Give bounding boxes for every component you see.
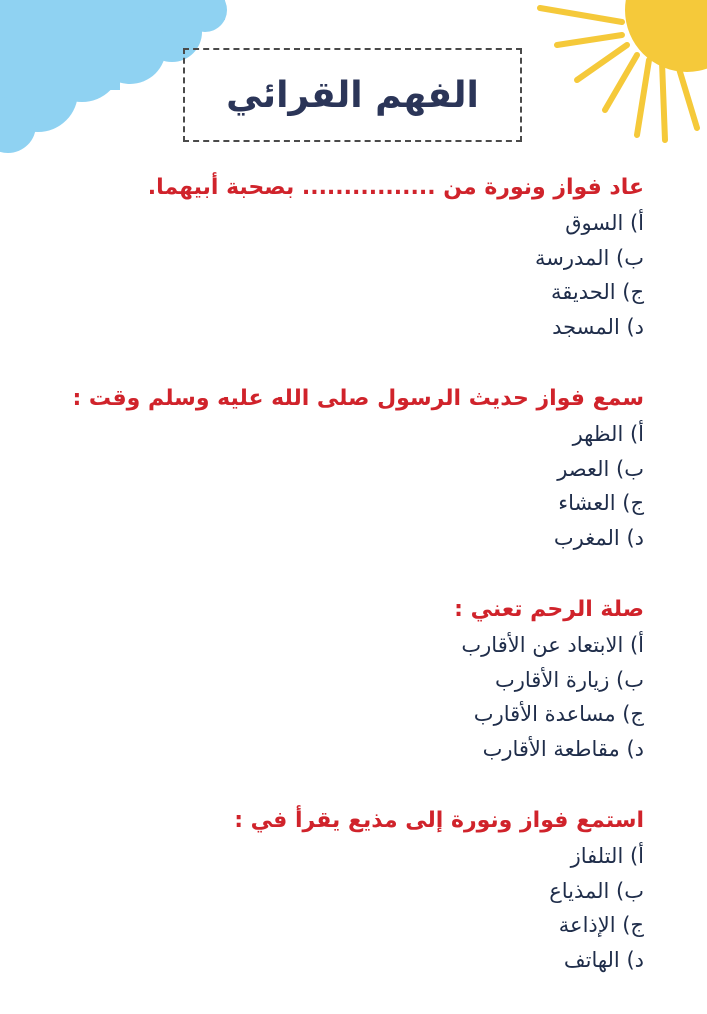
option-c: ج) الإذاعة	[558, 913, 644, 937]
question-text: سمع فواز حديث الرسول صلى الله عليه وسلم وقت :	[72, 386, 644, 411]
sun-decoration	[537, 0, 707, 150]
option-b: ب) العصر	[557, 456, 644, 481]
option-b: ب) زيارة الأقارب	[495, 667, 644, 692]
option-d: د) المسجد	[552, 314, 644, 339]
question-text: استمع فواز ونورة إلى مذيع يقرأ في :	[234, 808, 644, 833]
options-list	[44, 417, 644, 555]
question-1	[44, 170, 644, 344]
question-text: صلة الرحم تعني :	[454, 597, 644, 622]
question-text: عاد فواز ونورة من ................ بصحبة أبيهما.	[147, 175, 644, 200]
option-b: ب) المدرسة	[534, 245, 644, 270]
options-list	[44, 628, 644, 766]
options-list	[44, 839, 644, 977]
questions-container	[44, 170, 644, 1014]
question-4	[44, 803, 644, 977]
option-a: أ) الابتعاد عن الأقارب	[461, 633, 644, 657]
option-d: د) مقاطعة الأقارب	[482, 736, 644, 761]
option-c: ج) الحديقة	[551, 280, 644, 304]
option-c: ج) مساعدة الأقارب	[473, 702, 644, 726]
question-2	[44, 381, 644, 555]
title-box	[183, 48, 522, 142]
option-b: ب) المذياع	[549, 878, 644, 903]
options-list	[44, 206, 644, 344]
question-3	[44, 592, 644, 766]
option-d: د) الهاتف	[563, 947, 644, 972]
option-a: أ) السوق	[565, 211, 644, 235]
option-d: د) المغرب	[553, 525, 644, 550]
page-title: الفهم القرائي	[226, 74, 479, 116]
option-a: أ) التلفاز	[570, 844, 644, 868]
option-c: ج) العشاء	[558, 491, 644, 515]
option-a: أ) الظهر	[572, 422, 644, 446]
